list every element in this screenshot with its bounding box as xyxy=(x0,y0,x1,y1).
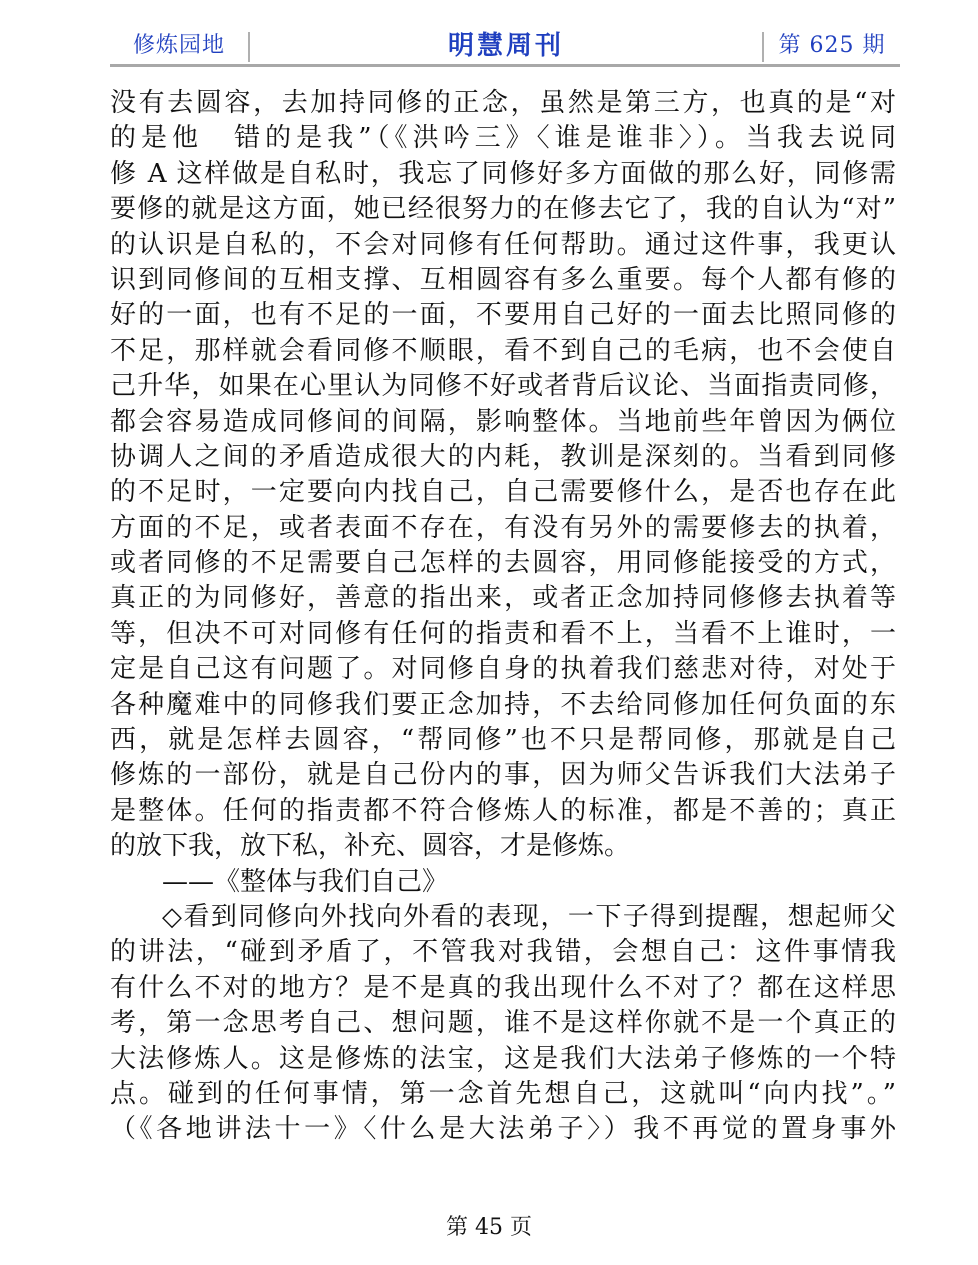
text-line: 不足，那样就会看同修不顺眼，看不到自己的毛病，也不会使自 xyxy=(110,335,896,366)
text-line: 好的一面，也有不足的一面，不要用自己好的一面去比照同修的 xyxy=(110,300,896,331)
text-line: 没有去圆容，去加持同修的正念，虽然是第三方，也真的是“对 xyxy=(110,88,896,118)
publication-title: 明慧周刊 xyxy=(447,30,564,61)
text-line: 是整体。任何的指责都不符合修炼人的标准，都是不善的；真正 xyxy=(110,795,896,826)
text-line: 都会容易造成同修间的间隔，影响整体。当地前些年曾因为俩位 xyxy=(110,406,896,437)
text-line: 的认识是自私的，不会对同修有任何帮助。通过这件事，我更认 xyxy=(110,229,896,260)
text-line: 西，就是怎样去圆容，“帮同修”也不只是帮同修，那就是自己 xyxy=(110,725,896,756)
page-number: 第 45 页 xyxy=(446,1215,532,1240)
text-line: 方面的不足，或者表面不存在，有没有另外的需要修去的执着， xyxy=(110,512,896,543)
text-line: 修炼的一部份，就是自己份内的事，因为师父告诉我们大法弟子 xyxy=(110,760,896,791)
text-line: 各种魔难中的同修我们要正念加持，不去给同修加任何负面的东 xyxy=(110,689,896,720)
header-rule xyxy=(110,64,900,67)
section-label: 修炼园地 xyxy=(132,32,225,58)
text-line: 真正的为同修好，善意的指出来，或者正念加持同修修去执着等 xyxy=(110,583,896,614)
text-line: 点。碰到的任何事情，第一念首先想自己，这就叫“向内找”。” xyxy=(110,1078,896,1109)
text-line: 己升华，如果在心里认为同修不好或者背后议论、当面指责同修， xyxy=(110,371,896,402)
text-line: 的不足时，一定要向内找自己，自己需要修什么，是否也存在此 xyxy=(110,477,896,508)
text-line: 的是他 错的是我”（《洪吟三》〈谁是谁非〉）。当我去说同 xyxy=(110,123,896,154)
text-line: 有什么不对的地方？是不是真的我出现什么不对了？都在这样思 xyxy=(110,972,896,1003)
text-line: 识到同修间的互相支撑、互相圆容有多么重要。每个人都有修的 xyxy=(110,264,896,295)
page-header xyxy=(110,22,900,66)
article-body xyxy=(110,86,896,1148)
text-line: 要修的就是这方面，她已经很努力的在修去它了，我的自认为“对” xyxy=(110,194,896,225)
attribution: ——《整体与我们自己》 xyxy=(162,866,449,897)
text-line: ◇看到同修向外找向外看的表现，一下子得到提醒，想起师父 xyxy=(162,901,896,932)
text-line: （《各地讲法十一》〈什么是大法弟子〉）我不再觉的置身事外 xyxy=(110,1114,896,1145)
text-line: 大法修炼人。这是修炼的法宝，这是我们大法弟子修炼的一个特 xyxy=(110,1043,896,1074)
text-line: 修 A 这样做是自私时，我忘了同修好多方面做的那么好，同修需 xyxy=(110,158,896,189)
text-line: 的讲法，“碰到矛盾了，不管我对我错，会想自己：这件事情我 xyxy=(110,937,896,968)
text-line: 或者同修的不足需要自己怎样的去圆容，用同修能接受的方式， xyxy=(110,548,896,579)
issue-number: 第 625 期 xyxy=(778,32,886,58)
text-line: 协调人之间的矛盾造成很大的内耗，教训是深刻的。当看到同修 xyxy=(110,441,896,472)
text-line: 的放下我，放下私，补充、圆容，才是修炼。 xyxy=(110,831,631,862)
text-line: 考，第一念思考自己、想问题，谁不是这样你就不是一个真正的 xyxy=(110,1008,896,1039)
text-line: 等，但决不可对同修有任何的指责和看不上，当看不上谁时，一 xyxy=(110,618,896,649)
text-line: 定是自己这有问题了。对同修自身的执着我们慈悲对待，对处于 xyxy=(110,654,896,685)
